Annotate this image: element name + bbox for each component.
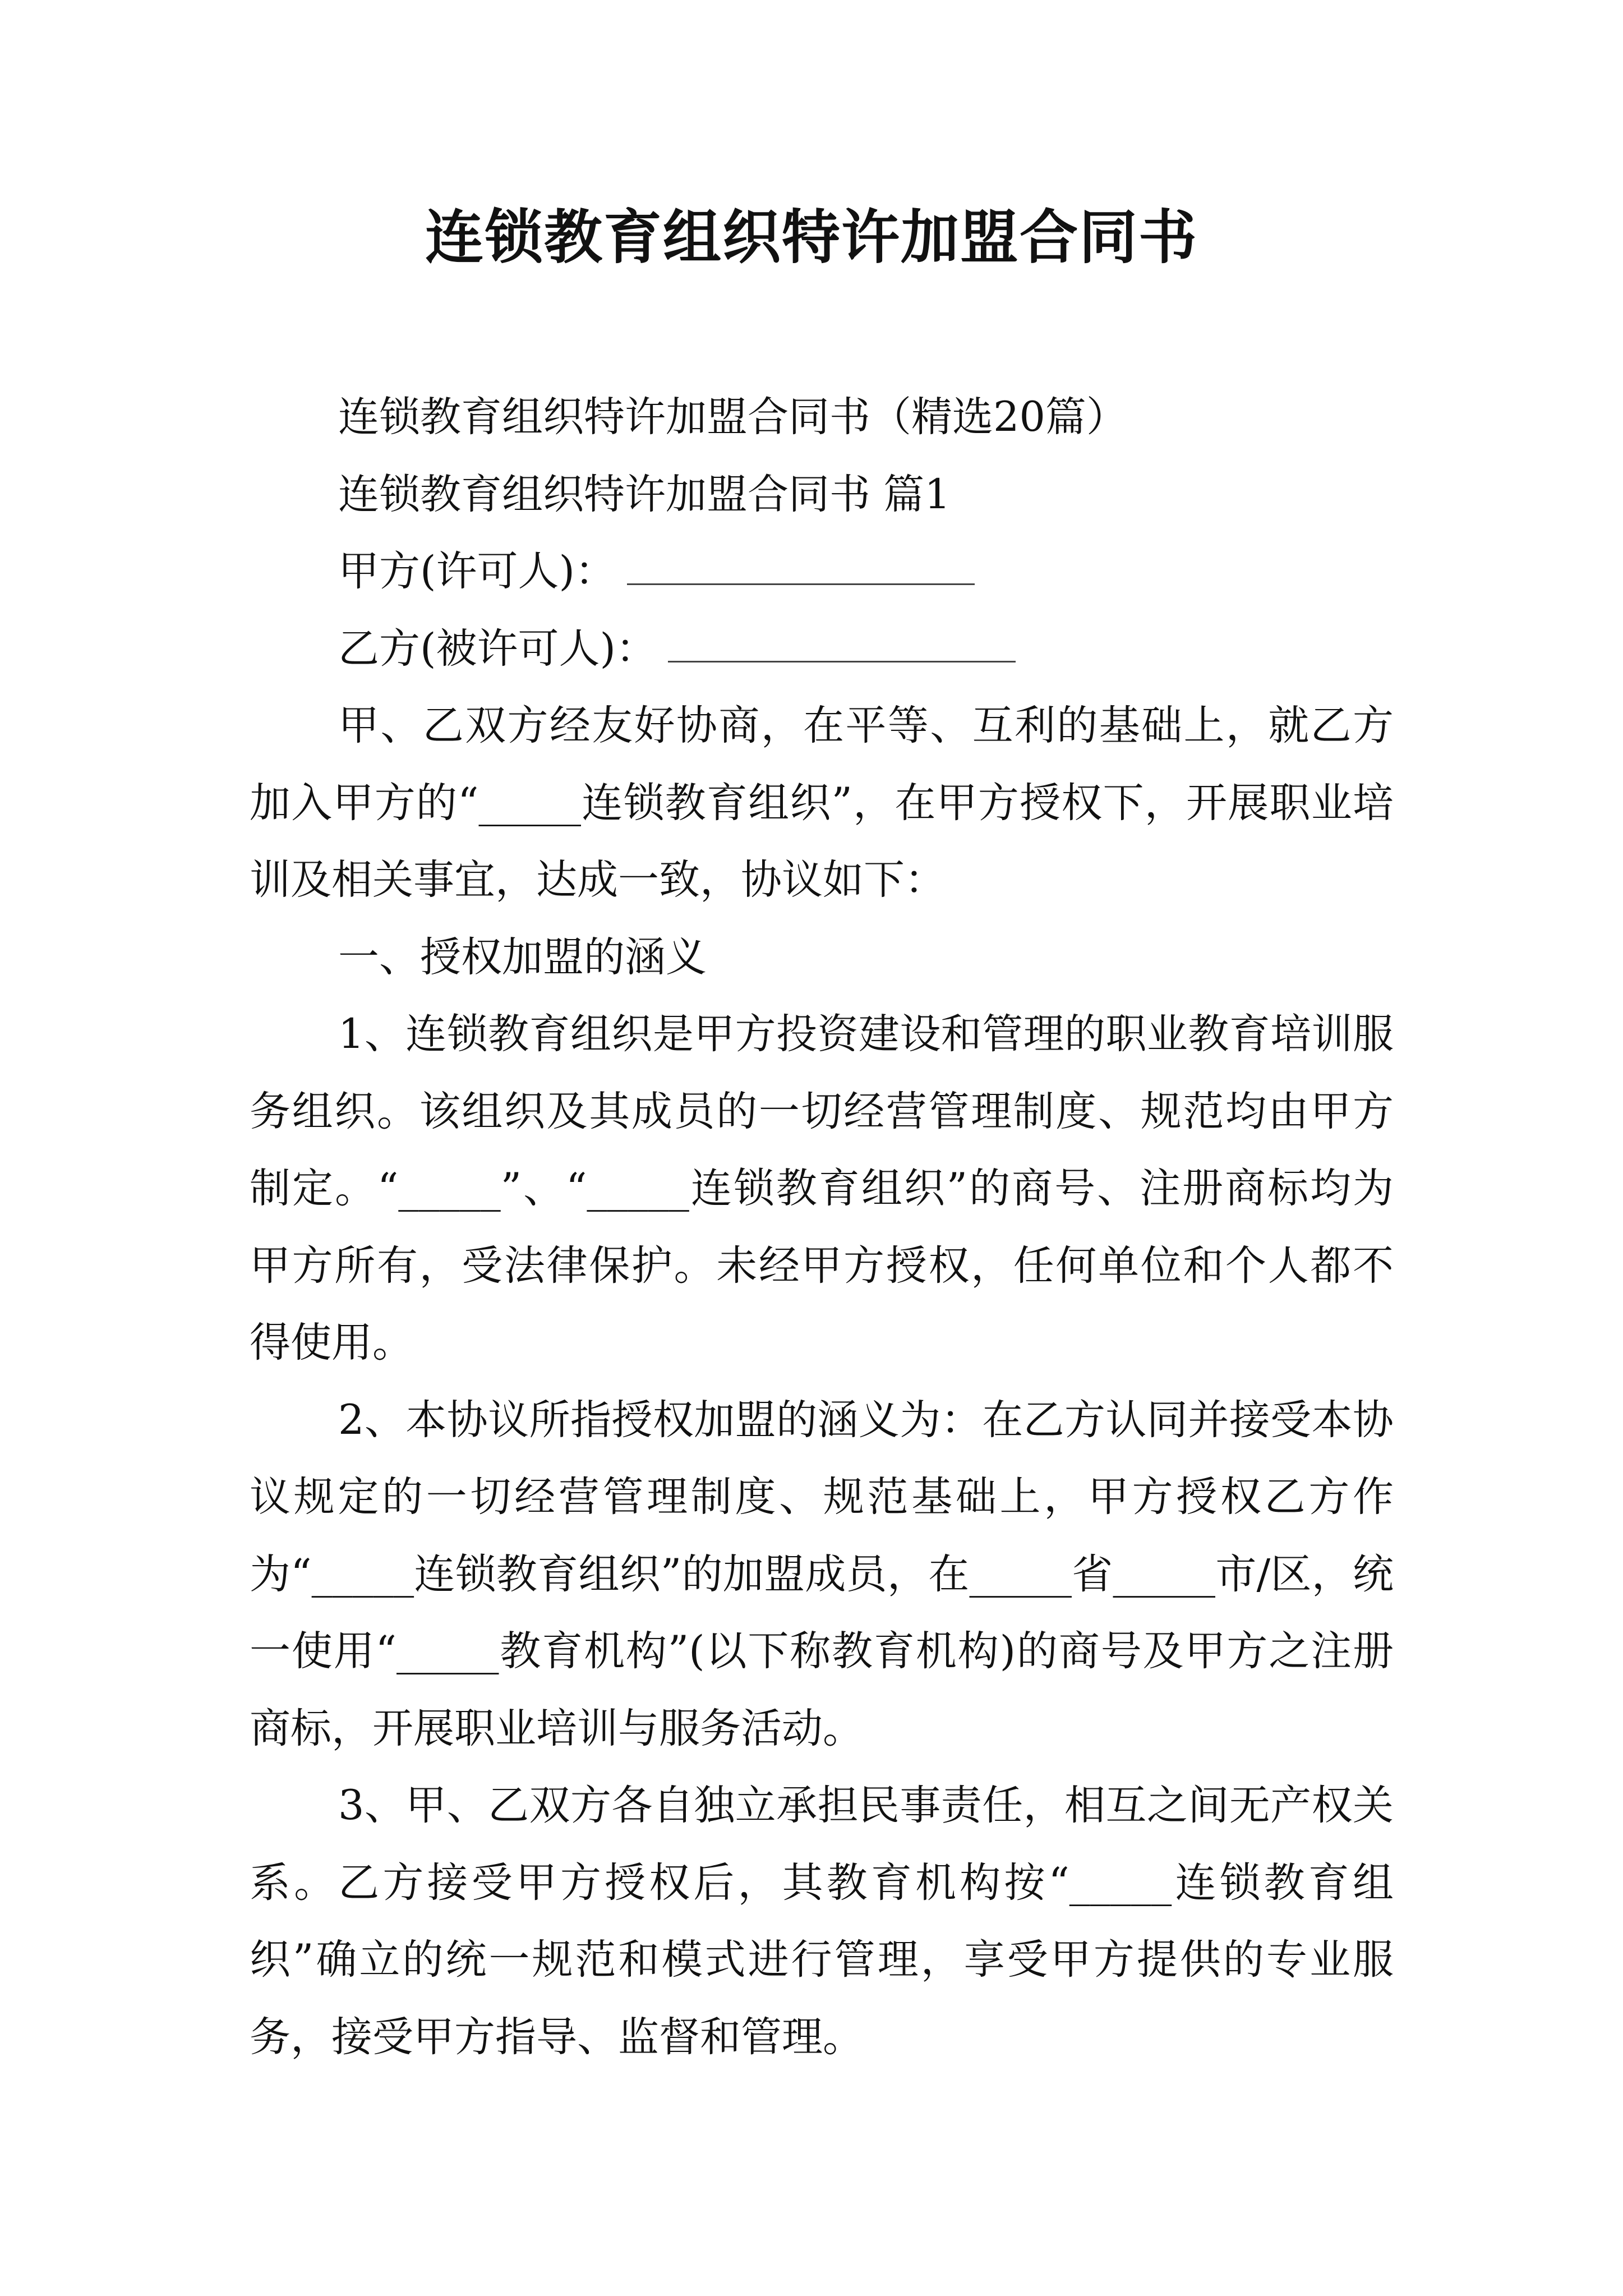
party-a-line xyxy=(250,533,1394,610)
party-a-blank xyxy=(627,581,975,585)
section-heading-1: 一、授权加盟的涵义 xyxy=(338,933,707,981)
party-b-label: 乙方(被许可人)： xyxy=(338,624,657,673)
document-title: 连锁教育组织特许加盟合同书 xyxy=(425,203,1198,272)
paragraph-preamble: 甲、乙双方经友好协商，在平等、互利的基础上，就乙方加入甲方的“_____连锁教育组织”，在甲方授权下，开展职业培训及相关事宜，达成一致，协议如下： xyxy=(250,702,1394,904)
clause-2: 2、本协议所指授权加盟的涵义为：在乙方认同并接受本协议规定的一切经营管理制度、规范基础上，甲方授权乙方作为“_____连锁教育组织”的加盟成员，在_____省_____市/区，统一使用“_____教育机构”(以下称教育机构)的商号及甲方之注册商标，开展职业培训与服务活动。 xyxy=(250,1396,1394,1752)
party-b-blank xyxy=(668,659,1016,662)
document-body xyxy=(250,379,1394,2076)
paragraph-article-heading: 连锁教育组织特许加盟合同书 篇1 xyxy=(338,470,951,518)
party-a-label: 甲方(许可人)： xyxy=(338,547,616,595)
clause-3: 3、甲、乙双方各自独立承担民事责任，相互之间无产权关系。乙方接受甲方授权后，其教育机构按“_____连锁教育组织”确立的统一规范和模式进行管理，享受甲方提供的专业服务，接受甲方指导、监督和管理。 xyxy=(250,1782,1394,2061)
paragraph-subtitle: 连锁教育组织特许加盟合同书（精选20篇） xyxy=(338,393,1127,441)
party-b-line xyxy=(250,610,1394,688)
clause-1: 1、连锁教育组织是甲方投资建设和管理的职业教育培训服务组织。该组织及其成员的一切经营管理制度、规范均由甲方制定。“_____”、“_____连锁教育组织”的商号、注册商标均为甲方所有，受法律保护。未经甲方授权，任何单位和个人都不得使用。 xyxy=(250,1010,1394,1366)
